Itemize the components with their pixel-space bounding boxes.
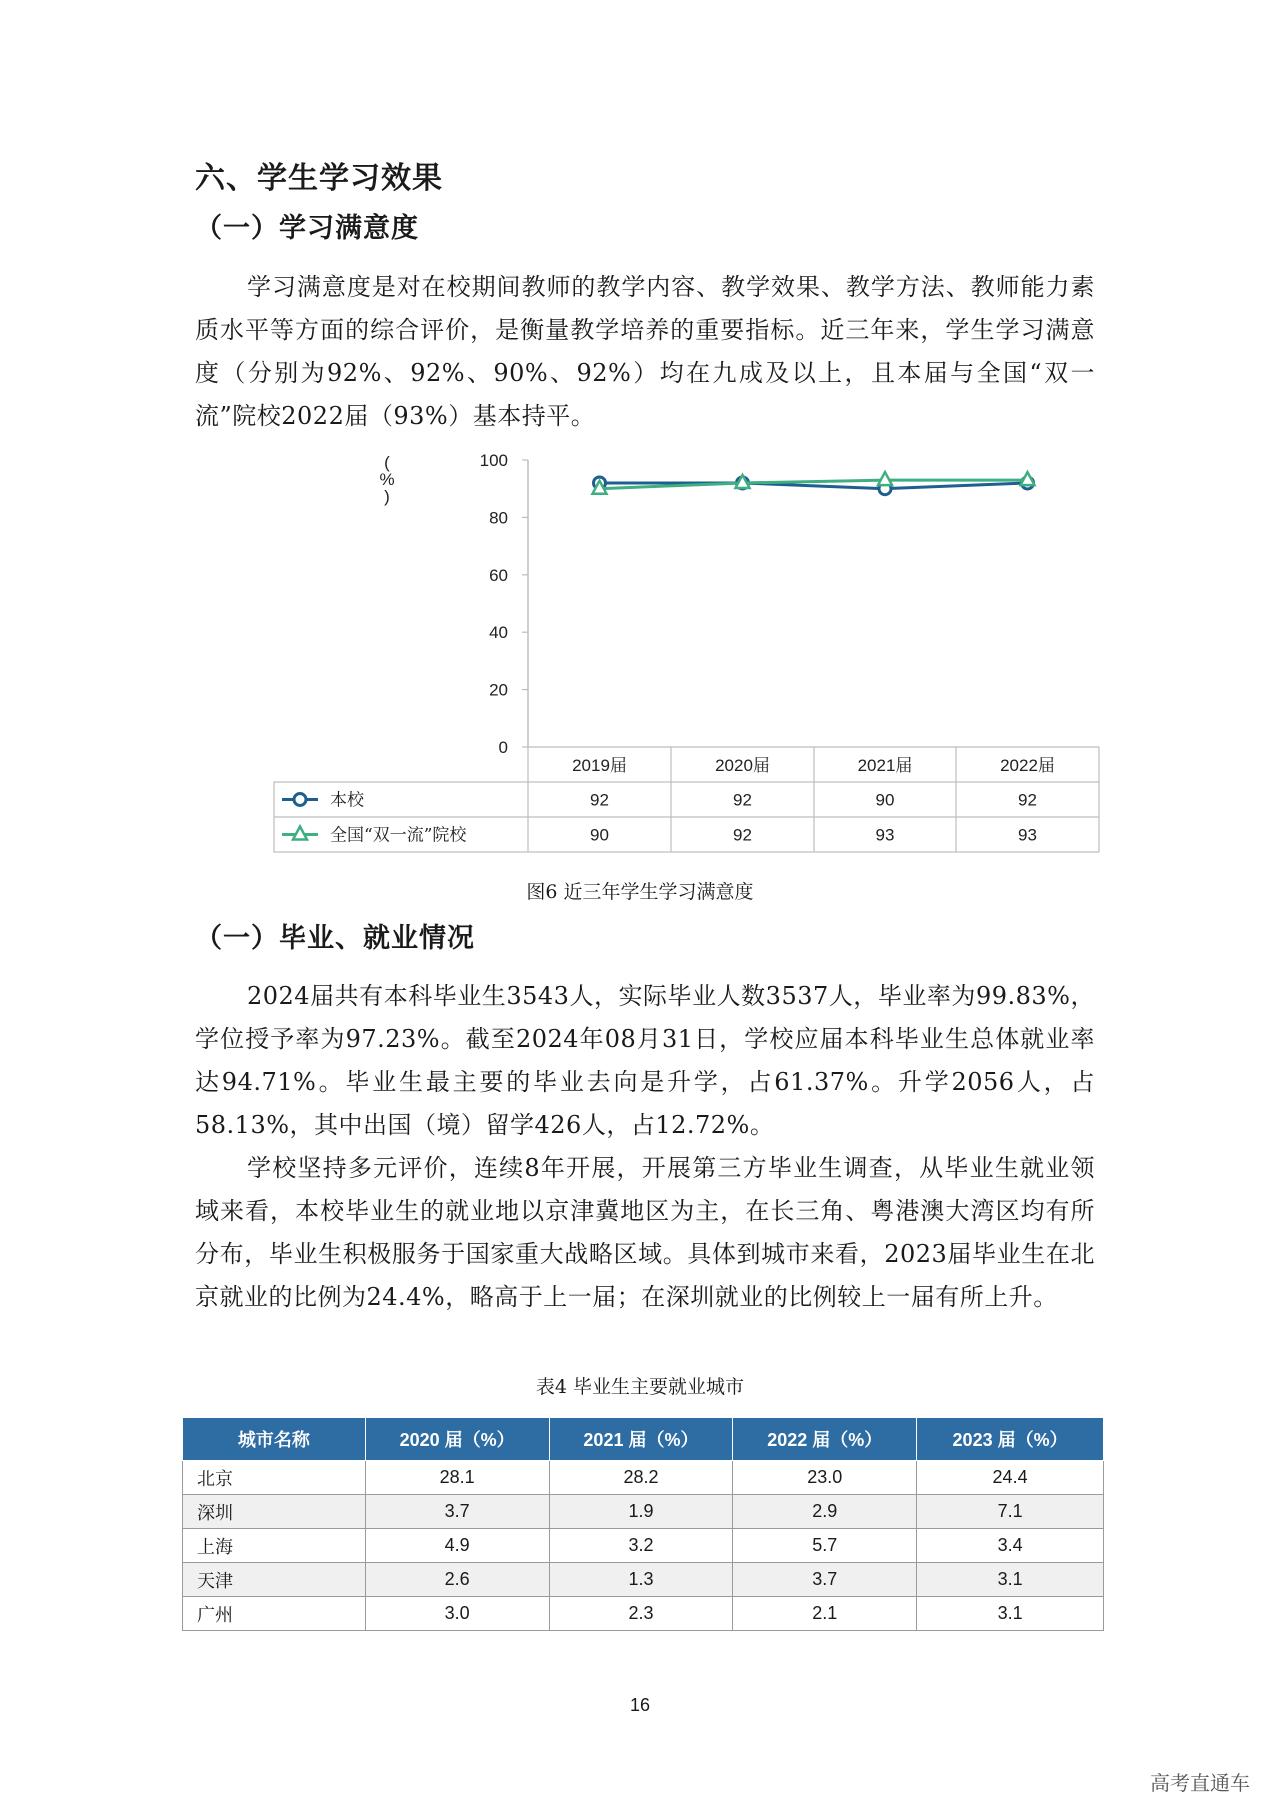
- subsection-title-satisfaction: （一）学习满意度: [195, 213, 419, 244]
- data-table-value: 92: [733, 825, 752, 845]
- y-tick-label: 100: [479, 451, 508, 470]
- table-cell: 23.0: [733, 1461, 917, 1495]
- table-cell: 2.1: [733, 1597, 917, 1631]
- table-row: [183, 1563, 1104, 1597]
- table-cell-city: 天津: [183, 1563, 366, 1597]
- data-table-value: 92: [733, 790, 752, 810]
- y-tick-label: 0: [498, 738, 508, 757]
- watermark: 高考直通车: [1150, 1771, 1250, 1795]
- section-title: 六、学生学习效果: [195, 161, 443, 196]
- figure-caption: 图6 近三年学生学习满意度: [526, 881, 754, 903]
- table-cell: 7.1: [917, 1495, 1104, 1529]
- data-table-value: 93: [875, 825, 895, 845]
- data-point-marker: [736, 475, 750, 488]
- table-cell: 4.9: [365, 1529, 549, 1563]
- table-cell: 3.2: [549, 1529, 733, 1563]
- table-cell: 2.3: [549, 1597, 733, 1631]
- table-header-cell: 2022 届（%）: [733, 1418, 917, 1461]
- y-axis-label: %: [379, 470, 395, 489]
- paragraph-employment-cities: 学校坚持多元评价，连续8年开展，开展第三方毕业生调查，从毕业生就业领域来看，本校毕业生的就业地以京津冀地区为主，在长三角、粤港澳大湾区均有所分布，毕业生积极服务于国家重大战略区域。具体到城市来看，2023届毕业生在北京就业的比例为24.4%，略高于上一届；在深圳就业的比例较上一届有所上升。: [195, 1154, 1095, 1311]
- page-number: 16: [629, 1695, 651, 1715]
- data-table-value: 93: [1018, 825, 1037, 845]
- x-category-label: 2021届: [857, 756, 913, 775]
- table-cell: 28.1: [365, 1461, 549, 1495]
- data-point-marker: [878, 472, 892, 485]
- legend-marker: [293, 827, 307, 840]
- y-tick-label: 20: [489, 680, 508, 700]
- table-row: [183, 1597, 1104, 1631]
- data-table-value: 92: [1018, 790, 1037, 810]
- y-tick-label: 80: [489, 508, 508, 528]
- y-tick-label: 60: [489, 565, 508, 585]
- table-cell: 1.3: [549, 1563, 733, 1597]
- table-cell: 3.7: [733, 1563, 917, 1597]
- y-axis-label: ): [384, 487, 390, 506]
- legend-label: 全国“双一流”院校: [330, 825, 467, 846]
- x-category-label: 2019届: [572, 756, 627, 775]
- x-category-label: 2022届: [1000, 756, 1055, 775]
- data-table-value: 92: [590, 790, 609, 810]
- table-cell: 3.1: [917, 1597, 1104, 1631]
- y-tick-label: 40: [489, 623, 508, 643]
- data-table-value: 90: [590, 825, 609, 845]
- table-header-cell: 2020 届（%）: [365, 1418, 549, 1461]
- table-header-cell: 2023 届（%）: [917, 1418, 1104, 1461]
- table-header-cell: 城市名称: [183, 1418, 366, 1461]
- data-point-marker: [1021, 472, 1035, 485]
- y-axis-label: (: [384, 453, 390, 472]
- table-cell: 28.2: [549, 1461, 733, 1495]
- paragraph-satisfaction: 学习满意度是对在校期间教师的教学内容、教学效果、教学方法、教师能力素质水平等方面的综合评价，是衡量教学培养的重要指标。近三年来，学生学习满意度（分别为92%、92%、90%、92%）均在九成及以上，且本届与全国“双一流”院校2022届（93%）基本持平。: [195, 273, 1095, 430]
- table-cell-city: 上海: [183, 1529, 366, 1563]
- satisfaction-chart: [0, 0, 1280, 870]
- table-header-cell: 2021 届（%）: [549, 1418, 733, 1461]
- legend-marker: [294, 794, 306, 806]
- employment-cities-table: [182, 1417, 1104, 1631]
- data-table-value: 90: [875, 790, 895, 810]
- table-cell-city: 北京: [183, 1461, 366, 1495]
- table-row: [183, 1529, 1104, 1563]
- table-cell: 3.1: [917, 1563, 1104, 1597]
- subsection-title-employment: （一）毕业、就业情况: [195, 923, 475, 954]
- table-header-row: [183, 1418, 1104, 1461]
- table-cell: 5.7: [733, 1529, 917, 1563]
- table-row: [183, 1495, 1104, 1529]
- table-cell: 3.4: [917, 1529, 1104, 1563]
- x-category-label: 2020届: [715, 756, 770, 775]
- table-cell: 3.0: [365, 1597, 549, 1631]
- table-cell: 24.4: [917, 1461, 1104, 1495]
- table-cell-city: 广州: [183, 1597, 366, 1631]
- table-cell: 2.6: [365, 1563, 549, 1597]
- table-caption: 表4 毕业生主要就业城市: [535, 1376, 745, 1398]
- table-cell: 1.9: [549, 1495, 733, 1529]
- paragraph-graduation: 2024届共有本科毕业生3543人，实际毕业人数3537人，毕业率为99.83%，学位授予率为97.23%。截至2024年08月31日，学校应届本科毕业生总体就业率达94.71%。毕业生最主要的毕业去向是升学，占61.37%。升学2056人，占58.13%，其中出国（境）留学426人，占12.72%。: [195, 982, 1095, 1139]
- table-cell-city: 深圳: [183, 1495, 366, 1529]
- table-cell: 3.7: [365, 1495, 549, 1529]
- table-cell: 2.9: [733, 1495, 917, 1529]
- legend-label: 本校: [330, 790, 364, 811]
- table-row: [183, 1461, 1104, 1495]
